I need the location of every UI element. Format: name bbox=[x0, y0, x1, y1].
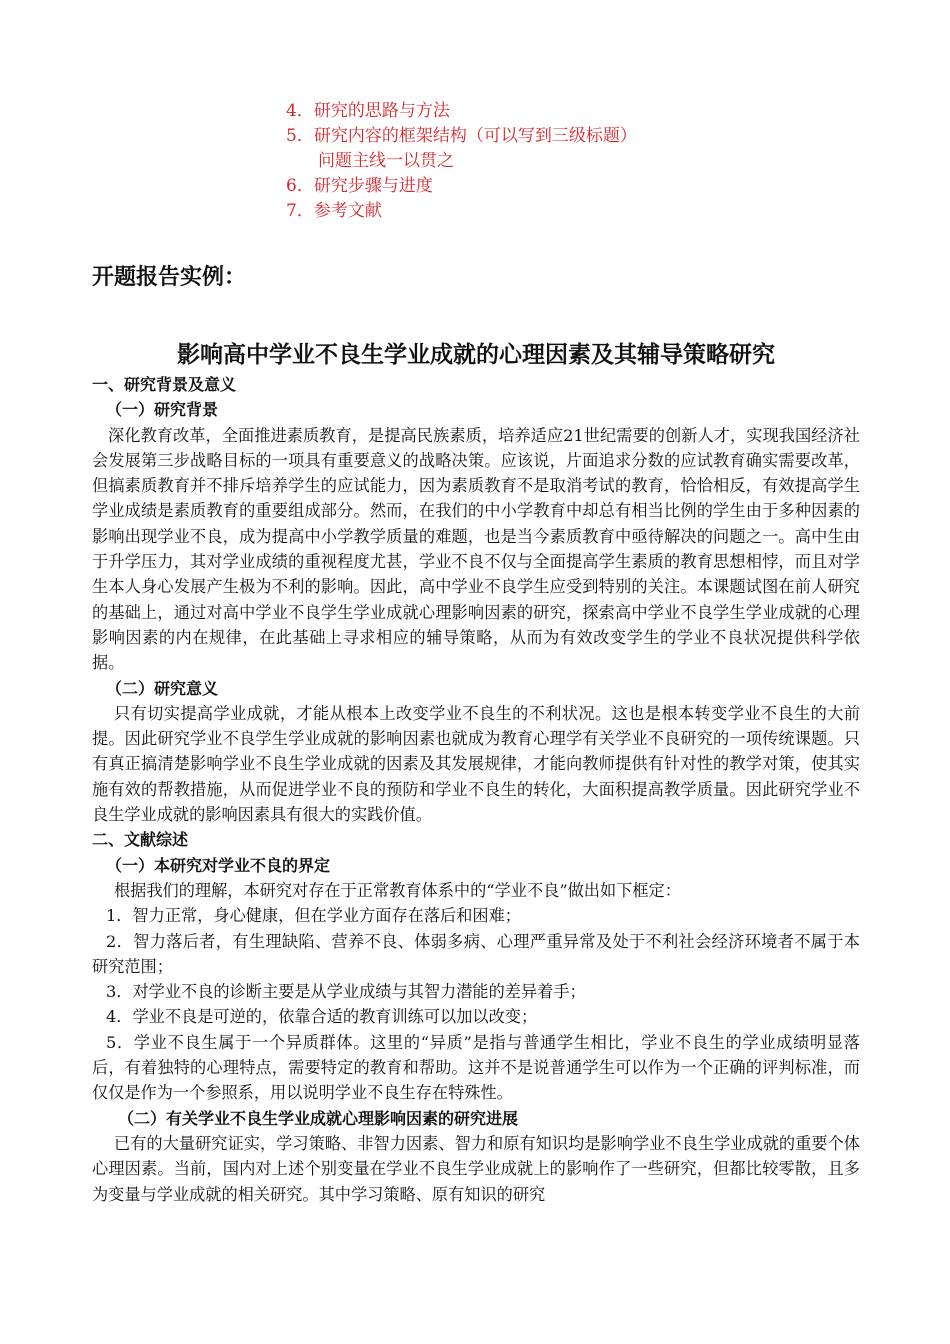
section-2-2-heading: （二）有关学业不良生学业成就心理影响因素的研究进展 bbox=[118, 1108, 519, 1128]
definition-item-4: 4．学业不良是可逆的，依靠合适的教育训练可以加以改变； bbox=[106, 1007, 538, 1027]
definition-item-2: 2．智力落后者，有生理缺陷、营养不良、体弱多病、心理严重异常及处于不利社会经济环境者不属于本研究范围； bbox=[92, 931, 860, 976]
section-1-heading: 一、研究背景及意义 bbox=[92, 375, 237, 394]
example-heading: 开题报告实例： bbox=[92, 265, 247, 290]
section-2-1-heading: （一）本研究对学业不良的界定 bbox=[106, 855, 331, 875]
document-body bbox=[92, 372, 860, 1207]
section-2-heading: 二、文献综述 bbox=[92, 830, 189, 850]
outline-item-6: 6．研究步骤与进度 bbox=[286, 176, 433, 196]
outline-item-7: 7．参考文献 bbox=[286, 201, 382, 221]
outline-list bbox=[286, 99, 637, 224]
section-2-2-paragraph: 已有的大量研究证实，学习策略、非智力因素、智力和原有知识均是影响学业不良生学业成就的重要个体心理因素。当前，国内对上述个别变量在学业不良生学业成就上的影响作了一些研究，但都比较零散，且多为变量与学业成就的相关研究。其中学习策略、原有知识的研究 bbox=[92, 1133, 860, 1204]
section-1-1-heading: （一）研究背景 bbox=[106, 400, 219, 420]
outline-item-5-note: 问题主线一以贯之 bbox=[318, 151, 454, 171]
section-1-2-heading: （二）研究意义 bbox=[106, 678, 219, 698]
definition-item-3: 3．对学业不良的诊断主要是从学业成绩与其智力潜能的差异着手； bbox=[106, 982, 586, 1002]
definition-item-5: 5．学业不良生属于一个异质群体。这里的“异质”是指与普通学生相比，学业不良生的学业成绩明显落后，有着独特的心理特点，需要特定的教育和帮助。这并不是说普通学生可以作为一个正确的评判标准，而仅仅是作为一个参照系，用以说明学业不良生存在特殊性。 bbox=[92, 1032, 860, 1103]
outline-item-4: 4．研究的思路与方法 bbox=[286, 101, 450, 121]
section-2-1-intro: 根据我们的理解，本研究对存在于正常教育体系中的“学业不良”做出如下框定： bbox=[114, 880, 681, 900]
section-1-2-paragraph: 只有切实提高学业成就，才能从根本上改变学业不良生的不利状况。这也是根本转变学业不良生的大前提。因此研究学业不良学生学业成就的影响因素也就成为教育心理学有关学业不良研究的一项传统课题。只有真正搞清楚影响学业不良生学业成就的因素及其发展规律，才能向教师提供有针对性的教学对策，使其实施有效的帮教措施，从而促进学业不良的预防和学业不良生的转化，大面积提高教学质量。因此研究学业不良生学业成就的影响因素具有很大的实践价值。 bbox=[92, 703, 860, 825]
definition-item-1: 1．智力正常，身心健康，但在学业方面存在落后和困难； bbox=[106, 906, 521, 926]
outline-item-5: 5．研究内容的框架结构（可以写到三级标题） bbox=[286, 126, 637, 146]
document-title: 影响高中学业不良生学业成就的心理因素及其辅导策略研究 bbox=[177, 342, 775, 368]
section-1-1-paragraph: 深化教育改革，全面推进素质教育，是提高民族素质，培养适应21世纪需要的创新人才，实现我国经济社会发展第三步战略目标的一项具有重要意义的战略决策。应该说，片面追求分数的应试教育确实需要改革，但搞素质教育并不排斥培养学生的应试能力，因为素质教育不是取消考试的教育，恰恰相反，有效提高学生学业成绩是素质教育的重要组成部分。然而，在我们的中小学教育中却总有相当比例的学生由于多种因素的影响出现学业不良，成为提高中小学教学质量的难题，也是当今素质教育中亟待解决的问题之一。高中生由于升学压力，其对学业成绩的重视程度尤甚，学业不良不仅与全面提高学生素质的教育思想相悖，而且对学生本人身心发展产生极为不利的影响。因此，高中学业不良学生应受到特别的关注。本课题试图在前人研究的基础上，通过对高中学业不良学生学业成就心理影响因素的研究，探索高中学业不良学生学业成就的心理影响因素的内在规律，在此基础上寻求相应的辅导策略，从而为有效改变学生的学业不良状况提供科学依据。 bbox=[92, 425, 860, 673]
